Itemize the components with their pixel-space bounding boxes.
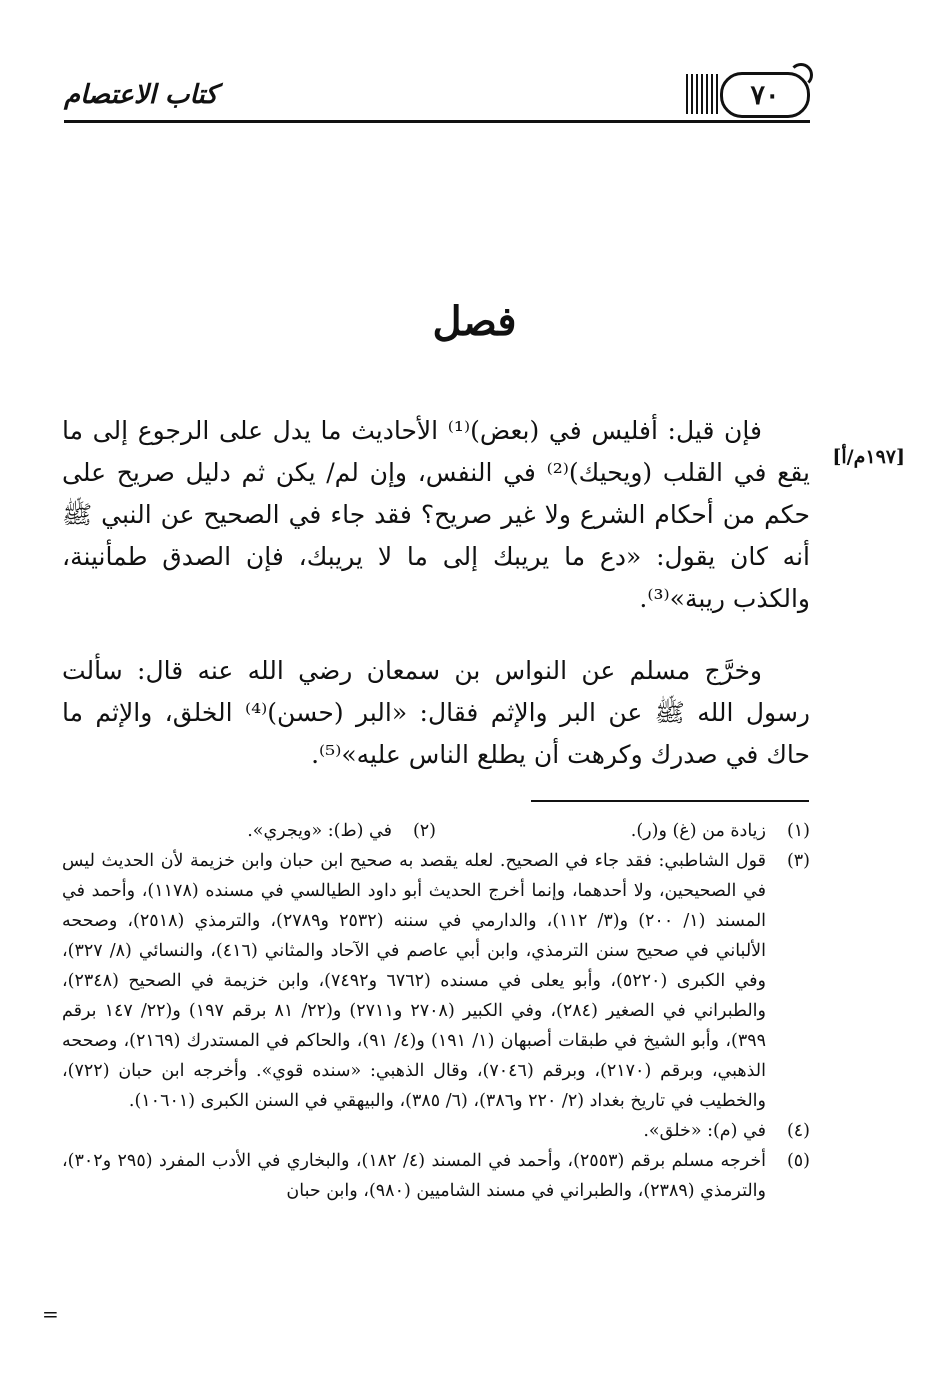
footnote-1 bbox=[436, 816, 810, 846]
footnote-text: أخرجه مسلم برقم (٢٥٥٣)، وأحمد في المسند (٤/ ١٨٢)، والبخاري في الأدب المفرد (٢٩٥ و٣٠٢)، والترمذي (٢٣٨٩)، والطبراني في مسند الشاميين (٩٨٠)، وابن حبان bbox=[62, 1151, 767, 1201]
footnote-3 bbox=[62, 846, 810, 1116]
footnote-number: (١) bbox=[786, 821, 810, 841]
section-title: فصل bbox=[432, 298, 517, 345]
badge-flourish-icon bbox=[789, 63, 813, 87]
body-paragraph-1 bbox=[62, 410, 810, 620]
footnotes bbox=[62, 816, 810, 1206]
header-rule bbox=[64, 120, 810, 123]
paragraph-text: وخرَّج مسلم عن النواس بن سمعان رضي الله عنه قال: سألت رسول الله ﷺ عن البر والإثم فقال: «البر (حسن)⁽⁴⁾ الخلق، والإثم ما حاك في صدرك وكرهت أن يطلع الناس عليه»⁽⁵⁾. bbox=[62, 656, 810, 769]
manuscript-margin-note: [١٩٧م/أ] bbox=[832, 446, 905, 468]
continuation-mark: = bbox=[42, 1302, 59, 1326]
footnote-5 bbox=[62, 1146, 810, 1206]
footnote-row-1-2 bbox=[62, 816, 810, 846]
footnote-number: (٢) bbox=[412, 821, 436, 841]
footnote-2 bbox=[62, 816, 436, 846]
footnote-number: (٤) bbox=[786, 1121, 810, 1141]
footnote-separator bbox=[531, 800, 809, 802]
footnote-text: في (ط): «ويجري». bbox=[247, 821, 392, 841]
footnote-text: زيادة من (غ) و(ر). bbox=[630, 821, 766, 841]
footnote-text: في (م): «خلق». bbox=[643, 1121, 766, 1141]
book-title: كتاب الاعتصام bbox=[64, 80, 218, 110]
page-number: ٧٠ bbox=[750, 79, 780, 111]
body-paragraph-2 bbox=[62, 650, 810, 776]
footnote-number: (٣) bbox=[786, 851, 810, 871]
page-number-badge bbox=[720, 72, 810, 118]
paragraph-text: فإن قيل: أفليس في (بعض)⁽¹⁾ الأحاديث ما يدل على الرجوع إلى ما يقع في القلب (ويحيك)⁽²⁾ في النفس، وإن لم/ يكن ثم دليل صريح على حكم من أحكام الشرع ولا غير صريح؟ فقد جاء في الصحيح عن النبي ﷺ أنه كان يقول: «دع ما يريبك إلى ما لا يريبك، فإن الصدق طمأنينة، والكذب ريبة»⁽³⁾. bbox=[62, 416, 810, 613]
footnote-4 bbox=[62, 1116, 810, 1146]
header-ornament-stripes bbox=[686, 74, 718, 114]
footnote-text: قول الشاطبي: فقد جاء في الصحيح. لعله يقصد به صحيح ابن حبان وابن خزيمة لأن الحديث ليس في الصحيحين، ولا أحدهما، وإنما أخرج الحديث أبو داود الطيالسي في مسنده (١١٧٨)، وأحمد في المسند (١/ ٢٠٠) و(٣/ ١١٢)، والدارمي في سننه (٢٥٣٢ و٢٧٨٩)، والترمذي (٢٥١٨)، وصححه الألباني في صحيح سنن الترمذي، وابن أبي عاصم في الآحاد والمثاني (٤١٦)، والنسائي (٨/ ٣٢٧)، وفي الكبرى (٥٢٢٠)، وأبو يعلى في مسنده (٦٧٦٢ و٧٤٩٢)، وابن خزيمة في الصحيح (٢٣٤٨)، والطبراني في الصغير (٢٨٤)، وفي الكبير (٢٧٠٨ و٢٧١١) و(٢٢/ ٨١ برقم ١٩٧) و(٢٢/ ١٤٧ برقم ٣٩٩)، وأبو الشيخ في طبقات أصبهان (١/ ١٩١) و(٤/ ٩١)، والحاكم في المستدرك (٢١٦٩)، وصححه الذهبي، وبرقم (٢١٧٠)، وبرقم (٧٠٤٦)، وقال الذهبي: «سنده قوي». وأخرجه ابن حبان (٧٢٢)، والخطيب في تاريخ بغداد (٢/ ٢٢٠ و٣٨٦)، (٦/ ٣٨٥)، والبيهقي في السنن الكبرى (١٠٦٠١). bbox=[62, 851, 767, 1111]
page-header bbox=[64, 58, 810, 124]
footnote-number: (٥) bbox=[786, 1151, 810, 1171]
